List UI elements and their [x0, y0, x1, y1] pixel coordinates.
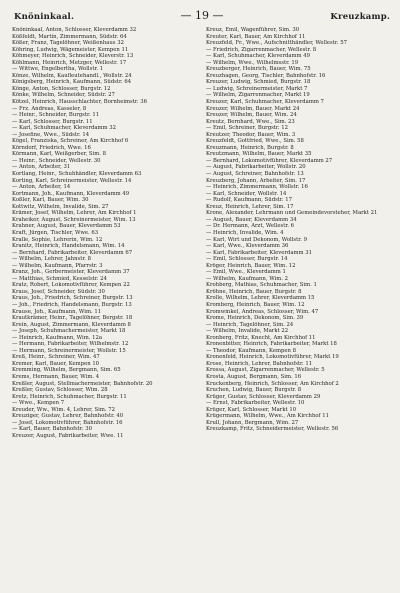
directory-entry: — Hermann, Fabrikarbeiter, Wilhelmstr. 12	[12, 341, 129, 348]
directory-entry: Kreuzfeldt, Gottfried, Wwe., Sim. 58	[206, 138, 304, 145]
directory-entry: Kröhne, Heinrich, Bauer, Burgstr. 8	[206, 288, 302, 295]
directory-entry: Kortlang, Heinr., Schuhhändler, Kleverdamm 63	[12, 171, 142, 178]
directory-entry: — Heinrich, Tagelöhner, Sim. 24	[206, 321, 294, 328]
directory-entry: Kreßler, Gustav, Schlosser, Wim. 28	[12, 387, 108, 394]
directory-entry: — Bernhard, Fabrikarbeiter, Kleverdamm 67	[12, 249, 133, 256]
directory-entry: Krügermann, Wilhelm, Wwe., Am Kirchhof 11	[206, 413, 329, 420]
directory-entry: Krolle, Wilhelm, Lehrer, Kleverdamm 15	[206, 295, 315, 302]
directory-entry: Kröger, Heinrich, Bauer, Wim. 12	[206, 262, 296, 269]
directory-entry: Kreuziger, Gustav, Lehrer, Bahnhofstr. 40	[12, 413, 124, 420]
directory-entry: — Ernst, Fabrikarbeiter, Wellestr. 10	[206, 400, 305, 407]
directory-entry: Krämer, Josef, Wilhelm, Lehrer, Am Kirchhof 1	[12, 210, 137, 217]
directory-entry: — Wilhelm, Kaufmann, Pfarrstr. 3	[12, 262, 103, 269]
page-number: — 19 —	[180, 9, 224, 22]
directory-entry: Kremming, Wilhelm, Bergmann, Sim. 65	[12, 367, 121, 374]
directory-entry: — Karl, Schuhmacher, Kleverdamm 49	[206, 53, 310, 60]
directory-entry: — Heinr., Schneider, Wellestr. 30	[12, 157, 101, 164]
directory-entry: Kratz, Robert, Lokomotivführer, Kempen 22	[12, 282, 130, 289]
directory-entry: Kromwinkel, Andreas, Schlosser, Wim. 47	[206, 308, 319, 315]
directory-entry: Kruchen, Ludwig, Bauer, Burgstr. 8	[206, 387, 302, 394]
directory-entry: Kreuzfeld, Fr., Wwe., Aufschnitthändler, Wellestr. 57	[206, 40, 347, 47]
directory-entry: Könge, Anton, Schlosser, Burgstr. 12	[12, 85, 111, 92]
directory-entry: — Wilhelm, Zigarrenmacher, Markt 19	[206, 92, 310, 99]
directory-entry: Krautkrämer, Heinr., Tagelöhner, Bergstr. 18	[12, 315, 133, 322]
directory-entry: Kögel, Franziska, Schreiner, Am Kirchhof 6	[12, 138, 129, 145]
directory-entry: — Anton, Arbeiter, 14	[12, 184, 71, 191]
directory-entry: Kraus, Joh., Friedrich, Schreiner, Burgstr. 13	[12, 295, 133, 302]
directory-entry: Krüger, Gustav, Schlosser, Kleverdamm 29	[206, 393, 321, 400]
directory-entry: — Karl, Schuhmacher, Kleverdamm 32	[12, 125, 116, 132]
page-header	[12, 9, 392, 27]
directory-entry: Kreuzer, Wilhelm, Bauer, Wim. 24	[206, 112, 297, 119]
left-column	[12, 27, 198, 439]
directory-entry: Krone, Alexander, Lehrmann und Gemeindevorsteher, Markt 21	[206, 210, 378, 217]
directory-entry: Kreutzer, Theodor, Bauer, Wim. 3	[206, 131, 296, 138]
directory-entry: Königsberg, Heinrich, Kaufmann, Südstr. 64	[12, 79, 132, 86]
directory-entry: Krahner, August, Bauer, Kleverdamm 53	[12, 223, 121, 230]
directory-entry: — Emil, Schlosser, Burgstr. 14	[206, 256, 288, 263]
directory-entry: Kretz, Heinrich, Schuhmacher, Burgstr. 11	[12, 393, 127, 400]
directory-entry: — Wilhelm, Invalide, Markt 22	[206, 328, 289, 335]
directory-entry: — Josefine, Wwe., Südstr. 14	[12, 131, 90, 138]
directory-entry: Köhring, Ludwig, Wägemeister, Kempen 11	[12, 46, 129, 53]
directory-entry: Könze, Wilhelm, Kaufleutehandl., Wollstr. 24	[12, 72, 132, 79]
directory-entry: — Wittwe, Engelbertha, Wollstr. 1	[12, 66, 104, 73]
directory-entry: Kreßler, August, Stellmachermeister, Bahnhofstr. 20	[12, 380, 153, 387]
directory-entry: — August, Schreiner, Bahnhofstr. 13	[206, 171, 304, 178]
directory-entry: — Theodor, Kaufmann, Kempen 8	[206, 347, 296, 354]
directory-entry: Krosta, August, Bergmann, Sim. 16	[206, 373, 302, 380]
directory-entry: Kreutzmann, Wilhelm, Bauer, Markt 35	[206, 151, 312, 158]
directory-entry: Krohberg, Mathias, Schuhmacher, Sim. 1	[206, 282, 317, 289]
directory-entry: Krose, Heinrich, Lehrer, Bahnhofstr. 11	[206, 360, 313, 367]
directory-entry: Körndorf, Friedrich, Wwe. 16	[12, 144, 91, 151]
directory-entry: — Karl, Wirt und Dekonom, Wollstr. 9	[206, 236, 307, 243]
directory-entry: Kreuzer, Ludwig, Schmied, Burgstr. 18	[206, 79, 311, 86]
right-column	[206, 27, 392, 439]
directory-entry: Kreutz, Bernhard, Wwe., Sim. 23	[206, 118, 295, 125]
directory-entry: — Wilhelm, Kaufmann, Wim. 2	[206, 275, 289, 282]
directory-entry: Kraus, Josef, Schneider, Südstr. 30	[12, 288, 105, 295]
directory-entry: Kreuz, Emil, Wagenführer, Sim. 30	[206, 27, 300, 33]
directory-entry: — Emil, Wwe., Kleverdamm 1	[206, 269, 286, 276]
directory-entry: — Frz. Andreas, Kasseler, 8	[12, 105, 87, 112]
entry-columns	[12, 27, 392, 439]
directory-entry: Krems, Hermann, Bauer, Wim. 4	[12, 373, 100, 380]
directory-entry: Kraft, Jürgen, Tischler, Wwe. 63	[12, 229, 99, 236]
directory-entry: — Joseph, Schuhmachermeister, Markt 18	[12, 328, 126, 335]
directory-entry: Kronenbitter, Heinrich, Fabrikarbeiter, Markt 18	[206, 341, 337, 348]
directory-entry: Kranitz, Heinrich, Handelsmann, Wim. 14	[12, 243, 125, 250]
directory-entry: Korting, Karl, Schreinermeister, Wellestr. 14	[12, 177, 132, 184]
directory-entry: Krome, Heinrich, Dekonom, Sim. 39	[206, 315, 304, 322]
directory-entry: Krull, Johann, Bergmann, Wim. 27	[206, 419, 299, 426]
directory-entry: — Heinrich, Kaufmann, Wim. 12a	[12, 334, 103, 341]
directory-entry: Kreuzer, August, Fabrikarbeiter, Wwe. 11	[12, 432, 124, 439]
directory-entry: Kruckenberg, Heinrich, Schlosser, Am Kirchhof 2	[206, 380, 339, 387]
directory-entry: Kreuzer, Wilhelm, Bauer, Markt 24	[206, 105, 300, 112]
directory-entry: Krein, August, Zimmermann, Kleverdamm 8	[12, 321, 131, 328]
directory-entry: — Rudolf, Kaufmann, Südstr. 17	[206, 197, 292, 204]
directory-entry: — Ludwig, Schreinermeister, Markt 7	[206, 85, 308, 92]
directory-entry: Kreuzhagen, Georg, Tischler, Bahnhofstr. 16	[206, 72, 326, 79]
directory-entry: — Heinrich, Invalide, Wim. 4	[206, 229, 284, 236]
directory-entry: Kreuzkamp, Fritz, Schneidermeister, Wellestr. 56	[206, 426, 339, 433]
directory-entry: Kortmann, Joh., Kaufmann, Kleverdamm 49	[12, 190, 130, 197]
directory-entry: Könke, Wilhelm, Schneider, Südstr. 27	[12, 92, 115, 99]
directory-entry: Kreuzer, Karl, Schuhmacher, Kleverdamm 7	[206, 99, 324, 106]
directory-entry: — Wilhelm, Lehrer, Jahnstr. 8	[12, 256, 92, 263]
directory-entry: Kreuzmann, Heinrich, Burgstr. 8	[206, 144, 294, 151]
directory-entry: Kreuzberg, Johann, Arbeiter, Sim. 17	[206, 177, 306, 184]
directory-entry: Kreuter, Karl, Bauer, Am Kirchhof 11	[206, 33, 306, 40]
directory-entry: — August, Fabrikarbeiter, Wollstr. 20	[206, 164, 306, 171]
directory-entry: Kreuder, Ww., Wim. 4, Lehrer, Sim. 72	[12, 406, 115, 413]
directory-entry: — Emil, Schreiner, Burgstr. 12	[206, 125, 288, 132]
directory-entry: — Karl, Schneider, Wollstr. 14	[206, 190, 287, 197]
directory-entry: Körmann, Karl, Weißgerber, Sim. 8	[12, 151, 106, 158]
directory-entry: Kronenfeld, Heinrich, Lokomotivführer, Markt 19	[206, 354, 339, 361]
directory-entry: Kraheiker, August, Schreinermeister, Wim. 13	[12, 216, 136, 223]
directory-entry: — Karl, Schlosser, Burgstr. 11	[12, 118, 93, 125]
directory-entry: Kößer, Franz, Tagelöhner, Weißenhaus 32	[12, 40, 124, 47]
directory-entry: — August, Bauer, Kleverdamm 34	[206, 216, 297, 223]
directory-entry: — Karl, Wwe., Kleverdamm 36	[206, 243, 289, 250]
directory-entry: — Hermann, Schreinermeister, Wollstr. 15	[12, 347, 126, 354]
directory-entry: — Heinrich, Zimmermann, Wollstr. 16	[206, 184, 308, 191]
directory-entry: Köhlmann, Heinrich, Metzger, Wellestr. 17	[12, 59, 127, 66]
directory-entry: Kremer, Karl, Bauer, Kempen 10	[12, 360, 100, 367]
directory-entry: Koßler, Karl, Bauer, Wim. 30	[12, 197, 89, 204]
directory-entry: Krause, Joh., Kaufmann, Wim. 11	[12, 308, 102, 315]
directory-entry: — Karl, Bauer, Bahnhofstr. 30	[12, 426, 92, 433]
directory-entry: Kreuz, Heinrich, Lehrer, Sim. 17	[206, 203, 294, 210]
directory-entry: — Josef, Lokomotivführer, Bahnhofstr. 16	[12, 419, 123, 426]
directory-entry: — Joh., Friedrich, Handelsmann, Burgstr. 13	[12, 301, 132, 308]
directory-entry: Kößfeldt, Martin, Zimmermann, Südstr. 64	[12, 33, 127, 40]
directory-entry: Kralle, Sophie, Lehrerin, Wim. 12	[12, 236, 103, 243]
directory-entry: — Wilhelm, Wwe., Wilhelmsstr. 19	[206, 59, 299, 66]
directory-entry: — Bernhard, Lokomotivführer, Kleverdamm 27	[206, 157, 333, 164]
directory-entry: — Matthias, Schmied, Kesselstr. 24	[12, 275, 107, 282]
directory-entry: — Friedrich, Zigarrenmacher, Wellestr. 8	[206, 46, 317, 53]
directory-entry: Krossa, August, Zigarrenmacher, Wellestr. 5	[206, 367, 325, 374]
header-left-keyword: Knöninkaal.	[14, 12, 75, 22]
directory-entry: — Heinr., Schneider, Burgstr. 11	[12, 112, 100, 119]
directory-entry: Kronberg, Fritz, Knecht, Am Kirchhof 11	[206, 334, 316, 341]
directory-entry: — Wwe., Kempen 7	[12, 400, 65, 407]
directory-entry: — Anton, Arbeiter, 31	[12, 164, 71, 171]
directory-entry: Krüger, Karl, Schlosser, Markt 10	[206, 406, 297, 413]
directory-entry: Kottwitz, Wilhelm, Invalide, Sim. 27	[12, 203, 109, 210]
directory-entry: Kreuzberger, Heinrich, Bauer, Wim. 75	[206, 66, 311, 73]
directory-entry: — Dr. Hermann, Arzt, Wellestr. 6	[206, 223, 295, 230]
directory-entry: Kranz, Joh., Gerbermeister, Kleverdamm 37	[12, 269, 130, 276]
directory-entry: Kreß, Heinr., Schreiner, Wim. 47	[12, 354, 100, 361]
directory-entry: — Karl, Fabrikarbeiter, Kleverdamm 31	[206, 249, 312, 256]
header-right-keyword: Kreuzkamp.	[330, 12, 390, 22]
directory-entry: Kötzel, Heinrich, Hausschlachter, Bornheimstr. 36	[12, 99, 147, 106]
directory-entry: Kromberg, Heinrich, Bauer, Wim. 12	[206, 301, 305, 308]
directory-entry: Knöninkaal, Anton, Schlosser, Kleverdamm 32	[12, 27, 137, 33]
directory-entry: Köhmeyer, Heinrich, Schneider, Kleverstr. 13	[12, 53, 134, 60]
